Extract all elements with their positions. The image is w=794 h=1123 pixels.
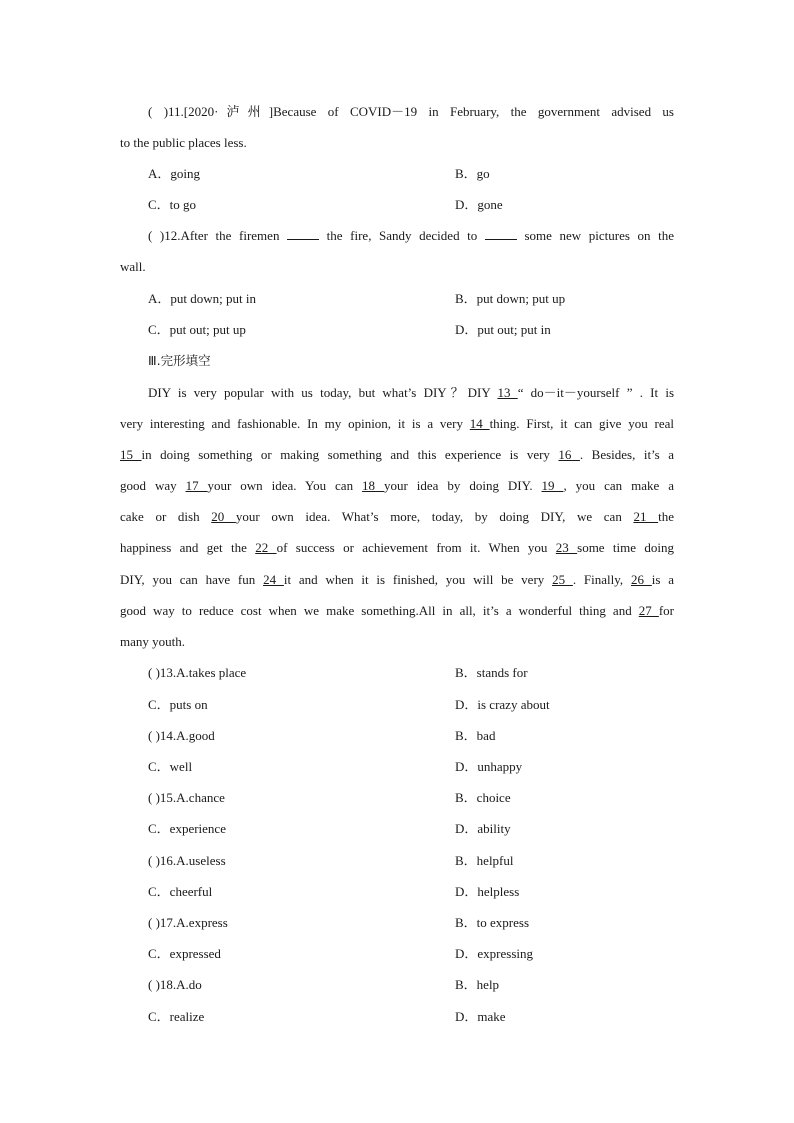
passage-text: some time doing (577, 540, 675, 555)
q12-stem-mid: the fire, Sandy decided to (326, 228, 478, 243)
cloze-17-row1 (148, 914, 674, 932)
q14-option-a: ( )14.A.good (148, 728, 215, 743)
q17-option-b: B．to express (455, 915, 530, 930)
passage-text: . Finally, (572, 572, 631, 587)
passage-line-9: many youth. (120, 634, 185, 649)
passage-text: is a (651, 572, 675, 587)
passage-line-1 (148, 384, 674, 402)
q14-option-b: B．bad (455, 728, 496, 743)
q12-blank-1 (287, 228, 319, 240)
passage-text: it and when it is finished, you will be very (283, 572, 553, 587)
passage-text: very interesting and fashionable. In my opinion, it is a very (120, 416, 470, 431)
q13-option-c: C．puts on (148, 697, 208, 712)
q18-option-d: D．make (455, 1009, 506, 1024)
q11-stem-line2: to the public places less. (120, 135, 247, 150)
passage-text: DIY is very popular with us today, but what’s DIY？DIY (148, 385, 498, 400)
q12-option-b: B．put down; put up (455, 291, 566, 306)
blank-21: 21 (633, 509, 659, 524)
passage-line-4 (120, 477, 674, 495)
blank-19: 19 (541, 478, 564, 493)
passage-text: your own idea. You can (207, 478, 363, 493)
passage-text: the (658, 509, 675, 524)
blank-20: 20 (211, 509, 236, 524)
cloze-18-row1 (148, 976, 674, 994)
cloze-14-row2 (148, 758, 674, 776)
cloze-16-row1 (148, 852, 674, 870)
q15-option-c: C．experience (148, 821, 226, 836)
q15-option-b: B．choice (455, 790, 511, 805)
q17-option-a: ( )17.A.express (148, 915, 228, 930)
passage-text: . Besides, it’s a (579, 447, 675, 462)
blank-18: 18 (362, 478, 384, 493)
passage-text: your idea by doing DIY. (384, 478, 542, 493)
cloze-15-row2 (148, 820, 674, 838)
passage-text: “ do－it－yourself ” . It is (517, 385, 675, 400)
q11-options-row2 (148, 196, 674, 214)
passage-line-7 (120, 571, 674, 589)
blank-14: 14 (469, 416, 490, 431)
q17-option-d: D．expressing (455, 946, 533, 961)
q16-option-c: C．cheerful (148, 884, 213, 899)
q12-option-d: D．put out; put in (455, 322, 551, 337)
q13-option-d: D．is crazy about (455, 697, 550, 712)
q11-options-row1 (148, 165, 674, 183)
q15-option-d: D．ability (455, 821, 511, 836)
q12-stem-line2: wall. (120, 259, 146, 274)
passage-text: , you can make a (563, 478, 674, 493)
blank-17: 17 (185, 478, 208, 493)
passage-text: for (658, 603, 674, 618)
q12-stem-prefix: ( )12.After the firemen (148, 228, 280, 243)
blank-26: 26 (630, 572, 652, 587)
q12-blank-2 (485, 228, 517, 240)
q16-option-d: D．helpless (455, 884, 520, 899)
q12-option-c: C．put out; put up (148, 322, 246, 337)
passage-text: DIY, you can have fun (120, 572, 264, 587)
q13-option-b: B．stands for (455, 665, 528, 680)
passage-text: of success or achievement from it. When you (276, 540, 556, 555)
q17-option-c: C．expressed (148, 946, 221, 961)
blank-15: 15 (120, 447, 142, 462)
cloze-13-row2 (148, 696, 674, 714)
q11-option-b: B．go (455, 166, 490, 181)
q11-option-c: C．to go (148, 197, 197, 212)
cloze-18-row2 (148, 1008, 674, 1026)
passage-line-2 (120, 415, 674, 433)
q12-stem-line1 (148, 227, 674, 245)
q14-option-d: D．unhappy (455, 759, 523, 774)
passage-text: good way to reduce cost when we make something.All in all, it’s a wonderful thing and (120, 603, 639, 618)
blank-25: 25 (552, 572, 573, 587)
passage-text: cake or dish (120, 509, 212, 524)
blank-23: 23 (555, 540, 578, 555)
cloze-15-row1 (148, 789, 674, 807)
q11-stem-line1: ( )11.[2020·泸州]Because of COVID－19 in February, the government advised us (148, 104, 674, 119)
blank-16: 16 (558, 447, 580, 462)
q15-option-a: ( )15.A.chance (148, 790, 225, 805)
q18-option-c: C．realize (148, 1009, 205, 1024)
passage-text: your own idea. What’s more, today, by doing DIY, we can (235, 509, 634, 524)
cloze-17-row2 (148, 945, 674, 963)
passage-text: happiness and get the (120, 540, 256, 555)
section-title: Ⅲ.完形填空 (148, 353, 211, 368)
passage-line-6 (120, 539, 674, 557)
q16-option-a: ( )16.A.useless (148, 853, 226, 868)
cloze-14-row1 (148, 727, 674, 745)
passage-text: in doing something or making something and this experience is very (141, 447, 559, 462)
q14-option-c: C．well (148, 759, 193, 774)
q13-option-a: ( )13.A.takes place (148, 665, 247, 680)
blank-13: 13 (497, 385, 518, 400)
q16-option-b: B．helpful (455, 853, 514, 868)
q18-option-b: B．help (455, 977, 500, 992)
passage-text: thing. First, it can give you real (489, 416, 674, 431)
q12-options-row1 (148, 290, 674, 308)
q12-stem-suffix: some new pictures on the (524, 228, 675, 243)
passage-line-5 (120, 508, 674, 526)
cloze-13-row1 (148, 664, 674, 682)
blank-27: 27 (638, 603, 659, 618)
blank-24: 24 (263, 572, 284, 587)
passage-text: good way (120, 478, 186, 493)
q12-options-row2 (148, 321, 674, 339)
q11-option-a: A．going (148, 166, 201, 181)
cloze-16-row2 (148, 883, 674, 901)
q18-option-a: ( )18.A.do (148, 977, 202, 992)
passage-line-3 (120, 446, 674, 464)
blank-22: 22 (255, 540, 277, 555)
passage-line-8 (120, 602, 674, 620)
q12-option-a: A．put down; put in (148, 291, 256, 306)
q11-option-d: D．gone (455, 197, 503, 212)
